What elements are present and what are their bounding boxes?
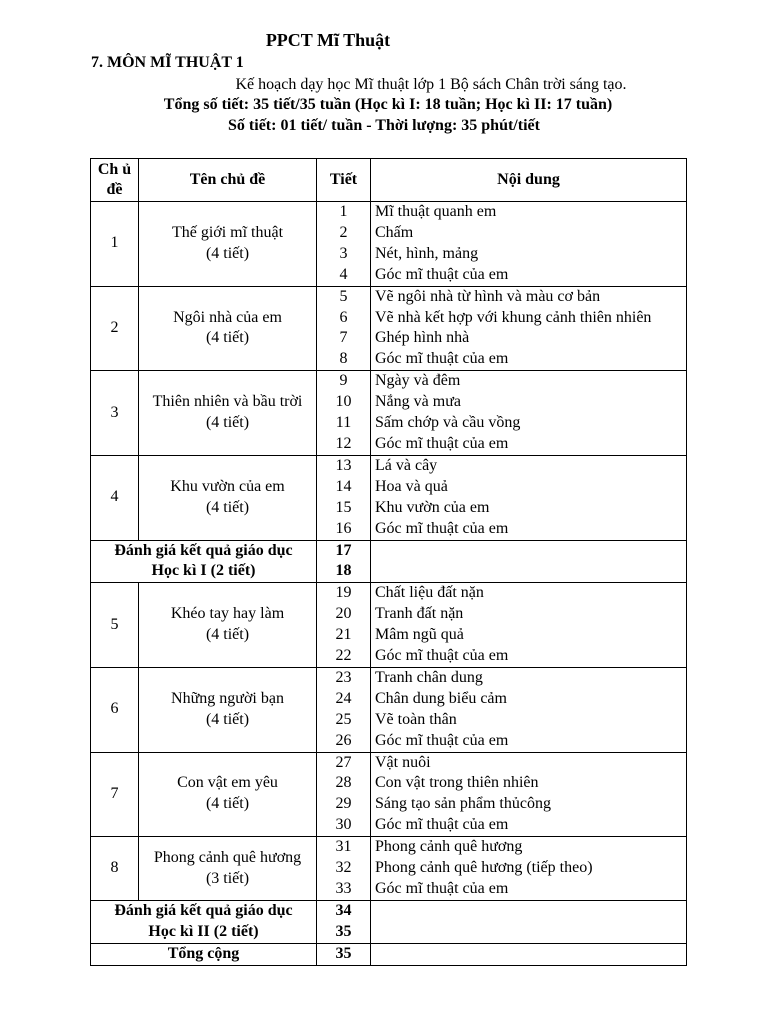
table-row (91, 371, 687, 456)
lesson-numbers-cell (317, 667, 371, 752)
lesson-number: 4 (339, 265, 348, 283)
topic-number-cell: 1 (91, 202, 139, 287)
header-content: Nội dung (371, 159, 687, 202)
lesson-content: Phong cảnh quê hương (375, 838, 523, 856)
lesson-contents-cell (371, 286, 687, 371)
lesson-content: Mĩ thuật quanh em (375, 203, 497, 220)
lesson-contents-cell (371, 202, 687, 287)
lesson-content: Mâm ngũ quả (375, 626, 464, 644)
topic-name-cell (139, 455, 317, 540)
lesson-number: 11 (335, 414, 352, 432)
lesson-number: 10 (335, 393, 352, 411)
lesson-number: 8 (339, 350, 348, 368)
lesson-number: 6 (339, 308, 348, 326)
total-row (91, 943, 687, 965)
topic-name: Khéo tay hay làm (170, 605, 285, 623)
topic-name: Khu vườn của em (170, 477, 285, 495)
lesson-contents-cell (371, 752, 687, 837)
lesson-number: 32 (335, 859, 352, 877)
lesson-number: 13 (335, 456, 352, 474)
lesson-content: Vẽ toàn thân (375, 710, 457, 728)
lesson-content: Khu vườn của em (375, 498, 490, 516)
topic-period-count: (4 tiết) (205, 710, 250, 728)
lesson-numbers-cell (317, 371, 371, 456)
lesson-number: 18 (335, 562, 352, 580)
table-row (91, 583, 687, 668)
topic-period-count: (4 tiết) (205, 329, 250, 347)
lesson-number: 30 (335, 816, 352, 834)
lesson-content: Chấm (375, 223, 414, 241)
lesson-contents-cell (371, 837, 687, 901)
lesson-numbers-cell (317, 286, 371, 371)
lesson-content: Tranh đất nặn (375, 605, 464, 623)
lesson-number: 28 (335, 774, 352, 792)
table-row (91, 752, 687, 837)
topic-name-cell (139, 371, 317, 456)
evaluation-semester: Học kì I (2 tiết) (151, 562, 256, 580)
lesson-content: Chất liệu đất nặn (375, 584, 484, 602)
lesson-content: Góc mĩ thuật của em (375, 265, 509, 283)
lesson-number: 31 (335, 838, 352, 856)
lesson-number: 2 (339, 223, 348, 241)
lesson-content: Nét, hình, mảng (375, 244, 479, 262)
topic-name: Ngôi nhà của em (173, 308, 282, 326)
topic-number-cell: 8 (91, 837, 139, 901)
total-label-cell: Tổng cộng (91, 943, 317, 965)
table-row (91, 202, 687, 287)
topic-number-cell: 6 (91, 667, 139, 752)
lesson-content: Vẽ nhà kết hợp với khung cảnh thiên nhiên (375, 308, 652, 326)
lesson-content: Góc mĩ thuật của em (375, 816, 509, 834)
lesson-number: 22 (335, 647, 352, 665)
lesson-content: Góc mĩ thuật của em (375, 350, 509, 368)
evaluation-row (91, 540, 687, 583)
topic-name-cell (139, 837, 317, 901)
section-heading: 7. MÔN MĨ THUẬT 1 (91, 54, 244, 71)
lesson-content: Hoa và quả (375, 477, 448, 495)
evaluation-label: Đánh giá kết quả giáo dục (114, 901, 293, 919)
topic-period-count: (4 tiết) (205, 498, 250, 516)
lesson-number: 5 (339, 287, 348, 305)
lesson-number: 25 (335, 710, 352, 728)
document-title: PPCT Mĩ Thuật (265, 30, 391, 50)
total-empty-cell (371, 943, 687, 965)
topic-name: Thế giới mĩ thuật (171, 223, 284, 241)
lesson-content: Nắng và mưa (375, 393, 461, 411)
topic-period-count: (3 tiết) (205, 869, 250, 887)
table-row (91, 667, 687, 752)
topic-number-cell: 5 (91, 583, 139, 668)
topic-name: Thiên nhiên và bầu trời (152, 393, 303, 411)
lesson-numbers-cell (317, 752, 371, 837)
lesson-number: 21 (335, 626, 352, 644)
lesson-number: 34 (335, 901, 352, 919)
lesson-number: 35 (335, 922, 352, 940)
lesson-content: Sáng tạo sản phẩm thủcông (375, 795, 551, 813)
topic-number-cell: 2 (91, 286, 139, 371)
lesson-numbers-cell (317, 837, 371, 901)
intro-total-periods-line: Tổng số tiết: 35 tiết/35 tuần (Học kì I: 18 tuần; Học kì II: 17 tuần) (163, 96, 613, 113)
lesson-numbers-cell (317, 455, 371, 540)
table-header-row (91, 159, 687, 202)
topic-period-count: (4 tiết) (205, 626, 250, 644)
lesson-content: Góc mĩ thuật của em (375, 880, 509, 897)
lesson-number: 7 (339, 329, 348, 347)
lesson-content: Vật nuôi (375, 753, 431, 771)
header-lesson: Tiết (317, 159, 371, 202)
lesson-content: Ghép hình nhà (375, 329, 470, 347)
topic-name: Phong cảnh quê hương (153, 848, 302, 866)
lesson-numbers-cell (317, 583, 371, 668)
evaluation-semester: Học kì II (2 tiết) (148, 922, 259, 940)
lesson-number: 33 (335, 880, 352, 897)
evaluation-content-cell (371, 540, 687, 583)
evaluation-label: Đánh giá kết quả giáo dục (114, 541, 293, 559)
lesson-content: Vẽ ngôi nhà từ hình và màu cơ bản (375, 287, 601, 305)
lesson-content: Tranh chân dung (375, 668, 483, 686)
topic-name: Những người bạn (171, 689, 284, 707)
lesson-contents-cell (371, 667, 687, 752)
intro-periods-per-week-line: Số tiết: 01 tiết/ tuần - Thời lượng: 35 phút/tiết (228, 117, 540, 134)
topic-number-cell: 4 (91, 455, 139, 540)
lesson-number: 17 (335, 541, 352, 559)
lesson-number: 24 (335, 689, 352, 707)
lesson-number: 15 (335, 498, 352, 516)
evaluation-lessons-cell (317, 900, 371, 943)
lesson-number: 27 (335, 753, 352, 771)
evaluation-content-cell (371, 900, 687, 943)
topic-name-cell (139, 286, 317, 371)
lesson-numbers-cell (317, 202, 371, 287)
topic-number-cell: 3 (91, 371, 139, 456)
lesson-content: Lá và cây (375, 456, 438, 474)
topic-name-cell (139, 202, 317, 287)
topic-period-count: (4 tiết) (205, 795, 250, 813)
lesson-number: 1 (339, 203, 348, 220)
topic-name-cell (139, 752, 317, 837)
evaluation-label-cell (91, 900, 317, 943)
lesson-content: Góc mĩ thuật của em (375, 434, 509, 452)
lesson-number: 29 (335, 795, 352, 813)
lesson-number: 20 (335, 605, 352, 623)
lesson-number: 26 (335, 731, 352, 749)
lesson-content: Góc mĩ thuật của em (375, 731, 509, 749)
evaluation-lessons-cell (317, 540, 371, 583)
total-value-cell: 35 (317, 943, 371, 965)
topic-name-cell (139, 667, 317, 752)
table-row (91, 455, 687, 540)
lesson-content: Con vật trong thiên nhiên (375, 774, 539, 792)
lesson-number: 9 (339, 372, 348, 390)
lesson-content: Góc mĩ thuật của em (375, 519, 509, 537)
lesson-number: 12 (335, 434, 352, 452)
topic-period-count: (4 tiết) (205, 414, 250, 432)
lesson-content: Sấm chớp và cầu vồng (375, 414, 521, 432)
topic-name-cell (139, 583, 317, 668)
curriculum-table (90, 158, 687, 966)
evaluation-label-cell (91, 540, 317, 583)
lesson-content: Chân dung biểu cảm (375, 689, 507, 707)
lesson-number: 23 (335, 668, 352, 686)
intro-plan-line: Kế hoạch dạy học Mĩ thuật lớp 1 Bộ sách Chân trời sáng tạo. (235, 76, 627, 93)
topic-period-count: (4 tiết) (205, 244, 250, 262)
table-row (91, 286, 687, 371)
table-row (91, 837, 687, 901)
lesson-content: Ngày và đêm (375, 372, 461, 390)
lesson-contents-cell (371, 583, 687, 668)
lesson-content: Phong cảnh quê hương (tiếp theo) (375, 859, 593, 877)
header-topic-name: Tên chủ đề (139, 159, 317, 202)
lesson-contents-cell (371, 371, 687, 456)
lesson-number: 19 (335, 584, 352, 602)
lesson-number: 3 (339, 244, 348, 262)
evaluation-row (91, 900, 687, 943)
lesson-contents-cell (371, 455, 687, 540)
topic-name: Con vật em yêu (177, 774, 278, 792)
topic-number-cell: 7 (91, 752, 139, 837)
lesson-number: 14 (335, 477, 352, 495)
header-topic-number: Ch ủ đề (91, 159, 139, 202)
lesson-number: 16 (335, 519, 352, 537)
lesson-content: Góc mĩ thuật của em (375, 647, 509, 665)
